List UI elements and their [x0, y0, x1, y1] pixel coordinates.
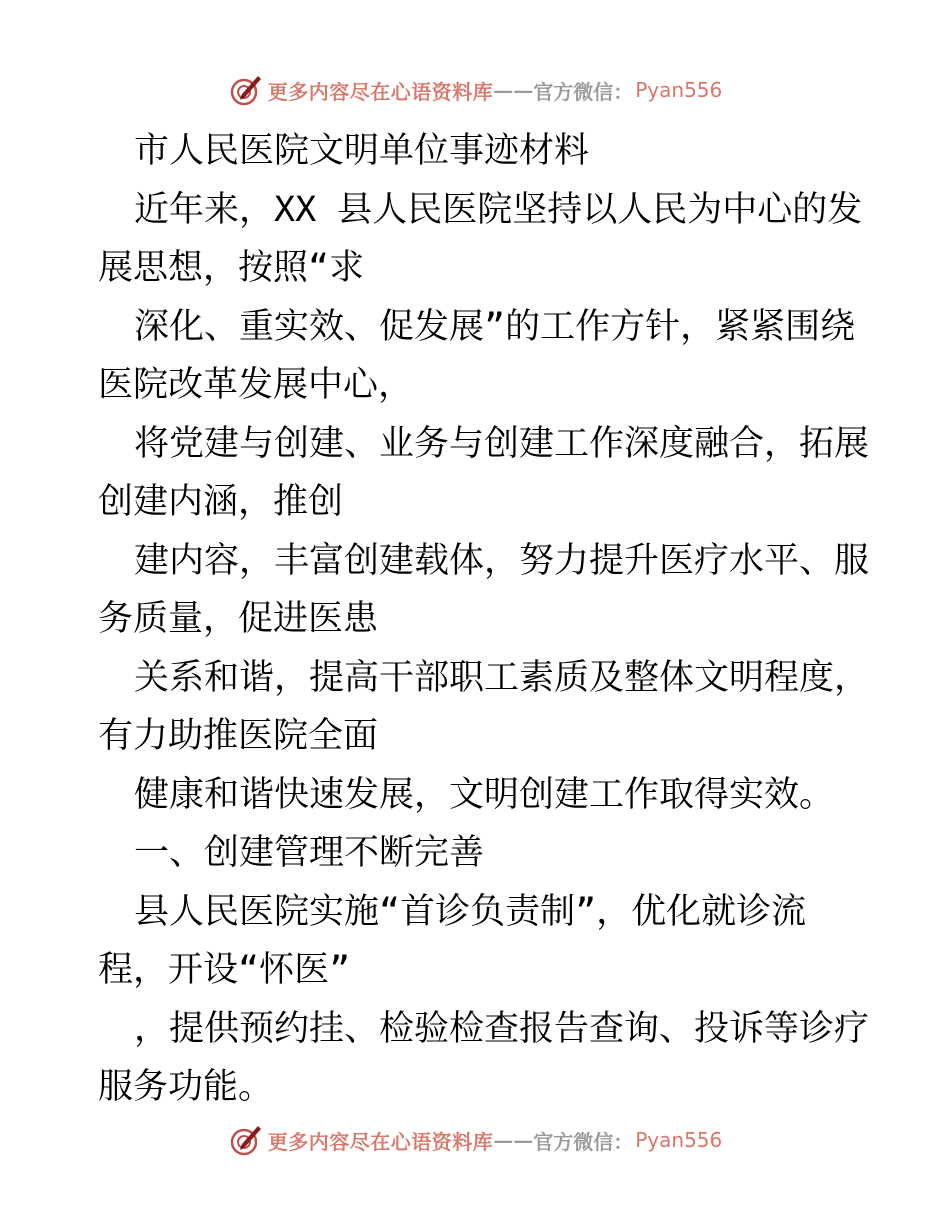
banner-text: 更多内容尽在心语资料库	[267, 79, 494, 104]
footer-banner	[0, 1120, 950, 1160]
paragraph-line: 县人民医院实施“首诊负责制”，优化就诊流	[134, 891, 807, 932]
section-heading: 一、创建管理不断完善	[134, 833, 485, 873]
paragraph-line: 医院改革发展中心，	[98, 365, 414, 405]
document-title: 市人民医院文明单位事迹材料	[134, 131, 590, 171]
paragraph-line: 务质量，促进医患	[98, 599, 379, 639]
banner-dash: ——	[493, 78, 534, 102]
paragraph-line: 展思想，按照“求	[98, 248, 365, 288]
banner-wechat-id: Pyan556	[635, 1128, 723, 1152]
quill-circle-icon	[228, 72, 264, 108]
document-body	[98, 122, 868, 1117]
paragraph-line: 健康和谐快速发展，文明创建工作取得实效。	[134, 774, 835, 815]
paragraph-line: 有力助推医院全面	[98, 716, 379, 756]
banner-contact: 官方微信：	[533, 1129, 634, 1154]
paragraph-line: 将党建与创建、业务与创建工作深度融合，拓展	[134, 423, 870, 464]
paragraph-line: 关系和谐，提高干部职工素质及整体文明程度，	[134, 657, 870, 698]
banner-text: 更多内容尽在心语资料库	[267, 1129, 494, 1154]
quill-circle-icon	[228, 1122, 264, 1158]
header-banner	[0, 70, 950, 110]
paragraph-line: 程，开设“怀医”	[98, 950, 351, 990]
paragraph-line: 服务功能。	[98, 1067, 274, 1107]
banner-dash: ——	[493, 1128, 534, 1152]
banner-contact: 官方微信：	[533, 79, 634, 104]
paragraph-line: 创建内涵，推创	[98, 482, 344, 522]
banner-wechat-id: Pyan556	[635, 78, 723, 102]
paragraph-line: 深化、重实效、促发展”的工作方针，紧紧围绕	[134, 306, 856, 347]
paragraph-line: ，提供预约挂、检验检查报告查询、投诉等诊疗	[134, 1008, 870, 1049]
paragraph-line: 建内容，丰富创建载体，努力提升医疗水平、服	[134, 540, 870, 581]
paragraph-line: 近年来，XX 县人民医院坚持以人民为中心的发	[134, 189, 863, 230]
